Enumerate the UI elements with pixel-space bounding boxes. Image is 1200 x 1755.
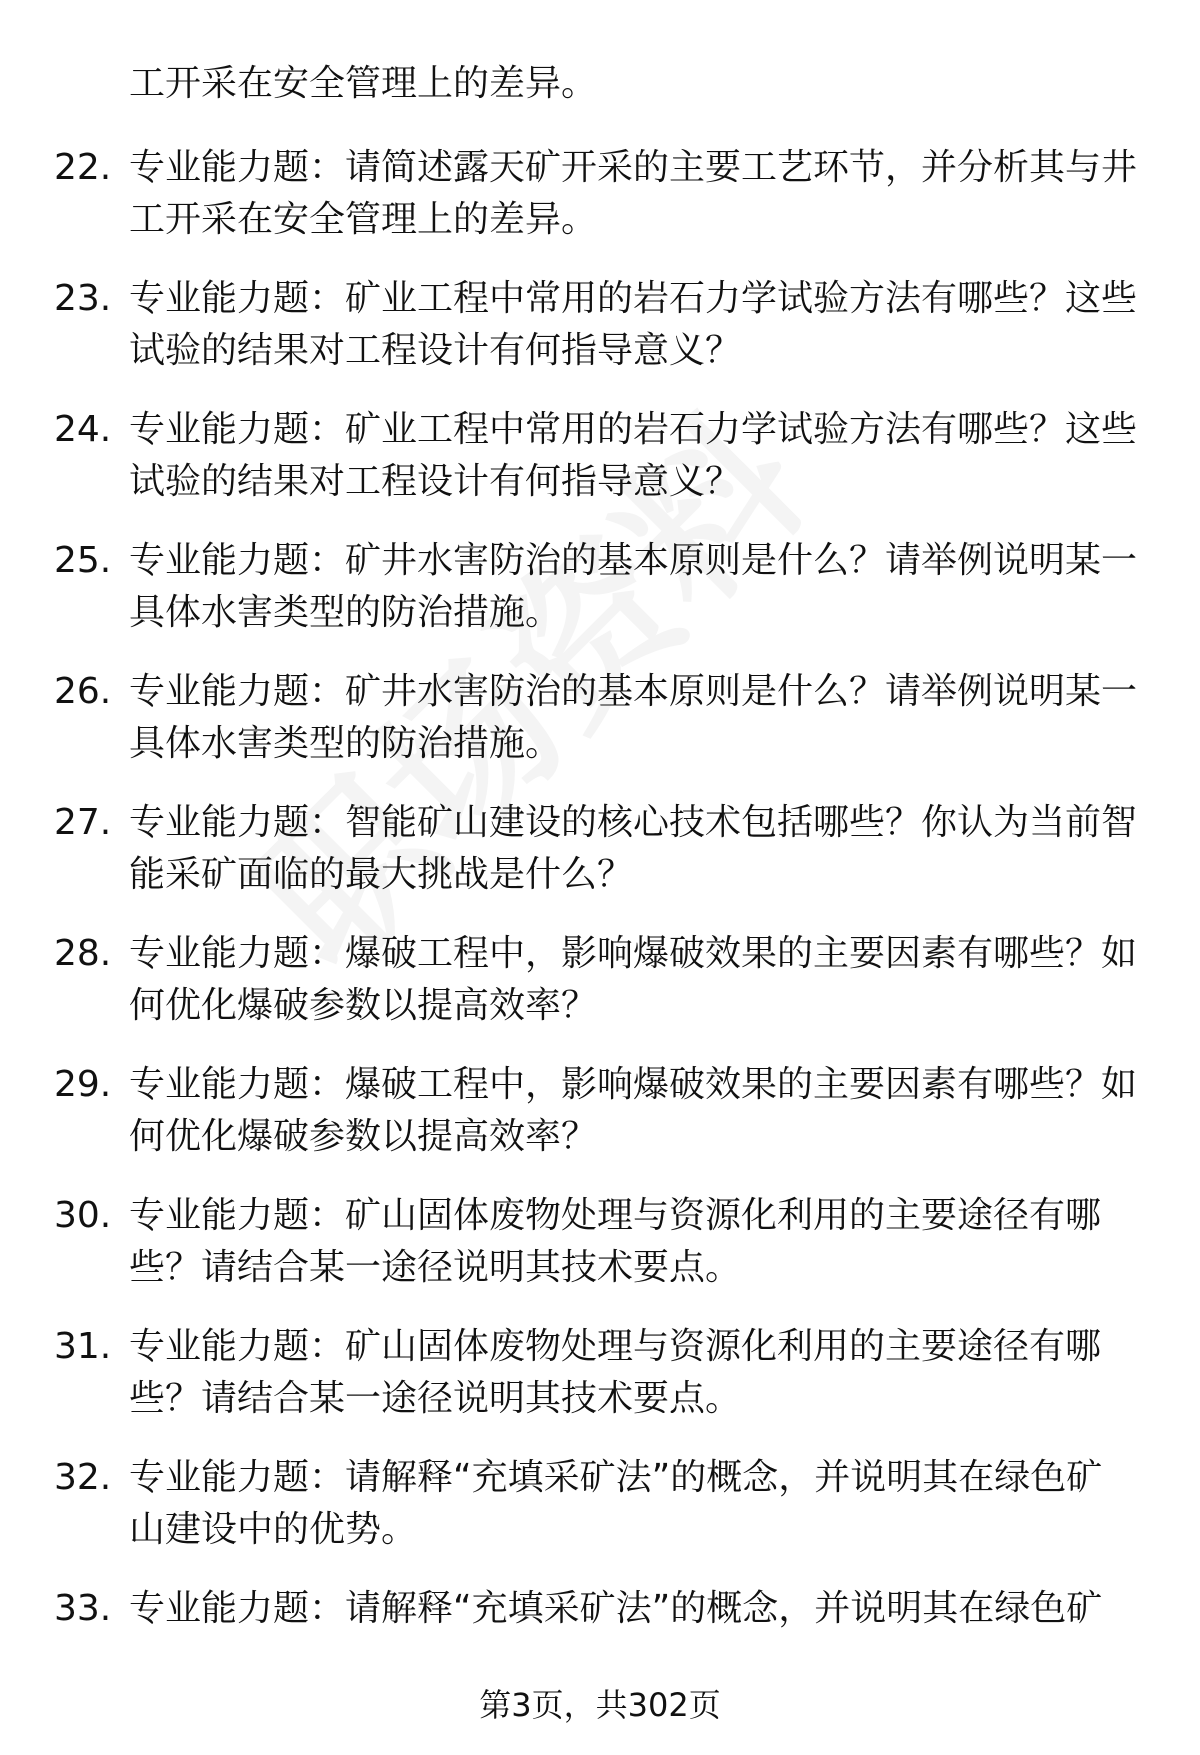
question-text-line: 专业能力题：请简述露天矿开采的主要工艺环节，并分析其与井	[129, 147, 1138, 188]
question-number: 27.	[54, 802, 112, 843]
question-text-line: 些？请结合某一途径说明其技术要点。	[129, 1247, 742, 1288]
question-text-line: 些？请结合某一途径说明其技术要点。	[129, 1378, 742, 1419]
question-item	[0, 660, 1200, 791]
question-number: 31.	[54, 1326, 112, 1367]
question-text-line: 专业能力题：爆破工程中，影响爆破效果的主要因素有哪些？如	[129, 933, 1138, 974]
question-item	[0, 267, 1200, 398]
question-text-line: 工开采在安全管理上的差异。	[129, 199, 598, 240]
question-text-line: 专业能力题：矿井水害防治的基本原则是什么？请举例说明某一	[129, 671, 1138, 712]
question-item	[0, 1446, 1200, 1577]
question-text-line: 专业能力题：请解释“充填采矿法”的概念，并说明其在绿色矿	[129, 1457, 1103, 1498]
question-text-line: 专业能力题：矿业工程中常用的岩石力学试验方法有哪些？这些	[129, 409, 1138, 450]
question-number: 22.	[54, 147, 112, 188]
question-number: 32.	[54, 1457, 112, 1498]
question-item	[0, 791, 1200, 922]
question-number: 29.	[54, 1064, 112, 1105]
question-text-line: 能采矿面临的最大挑战是什么？	[129, 854, 634, 895]
question-number: 25.	[54, 540, 112, 581]
question-list	[0, 136, 1200, 1708]
question-text-line: 专业能力题：请解释“充填采矿法”的概念，并说明其在绿色矿	[129, 1588, 1103, 1629]
question-text-line: 何优化爆破参数以提高效率？	[129, 1116, 598, 1157]
question-text-line: 山建设中的优势。	[129, 1509, 418, 1550]
question-number: 24.	[54, 409, 112, 450]
question-text-line: 专业能力题：矿山固体废物处理与资源化利用的主要途径有哪	[129, 1195, 1102, 1236]
question-number: 30.	[54, 1195, 112, 1236]
question-text-line: 专业能力题：智能矿山建设的核心技术包括哪些？你认为当前智	[129, 802, 1138, 843]
question-text-line: 何优化爆破参数以提高效率？	[129, 985, 598, 1026]
question-text-line: 专业能力题：矿山固体废物处理与资源化利用的主要途径有哪	[129, 1326, 1102, 1367]
continued-text: 工开采在安全管理上的差异。	[129, 63, 598, 104]
question-item	[0, 136, 1200, 267]
question-number: 33.	[54, 1588, 112, 1629]
page-footer: 第3页，共302页	[479, 1686, 721, 1724]
question-item	[0, 1315, 1200, 1446]
question-number: 23.	[54, 278, 112, 319]
question-text-line: 具体水害类型的防治措施。	[129, 592, 562, 633]
question-text-line: 专业能力题：矿业工程中常用的岩石力学试验方法有哪些？这些	[129, 278, 1138, 319]
question-item	[0, 398, 1200, 529]
question-text-line: 试验的结果对工程设计有何指导意义？	[129, 461, 742, 502]
question-text-line: 专业能力题：矿井水害防治的基本原则是什么？请举例说明某一	[129, 540, 1138, 581]
question-number: 26.	[54, 671, 112, 712]
question-item	[0, 1184, 1200, 1315]
question-text-line: 专业能力题：爆破工程中，影响爆破效果的主要因素有哪些？如	[129, 1064, 1138, 1105]
question-item	[0, 922, 1200, 1053]
question-text-line: 具体水害类型的防治措施。	[129, 723, 562, 764]
question-item	[0, 1053, 1200, 1184]
question-item	[0, 529, 1200, 660]
question-number: 28.	[54, 933, 112, 974]
question-text-line: 试验的结果对工程设计有何指导意义？	[129, 330, 742, 371]
